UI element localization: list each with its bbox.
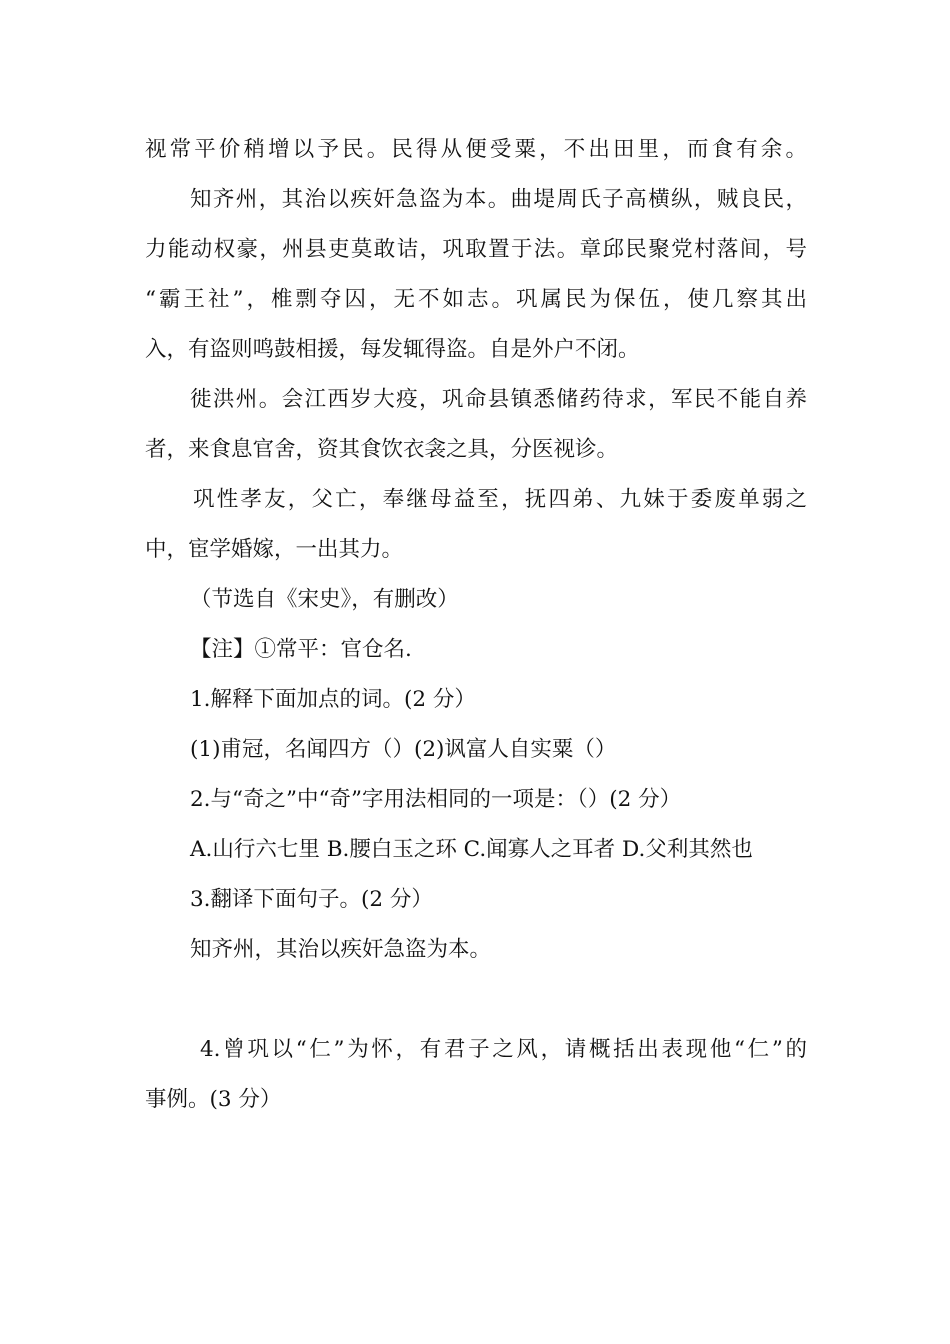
footnote: 【注】①常平：官仓名. xyxy=(190,637,412,662)
text-line: “霸王社”，椎剽夺囚，无不如志。巩属民为保伍，使几察其出 xyxy=(145,287,807,312)
question-4-continued: 事例。(3 分） xyxy=(145,1087,282,1112)
text-line: 者，来食息官舍，资其食饮衣衾之具，分医视诊。 xyxy=(145,437,619,462)
text-line: 中，宦学婚嫁，一出其力。 xyxy=(145,537,404,562)
question-1: 1.解释下面加点的词。(2 分） xyxy=(190,687,476,712)
source-citation: （节选自《宋史》，有删改） xyxy=(190,587,459,612)
question-2-options: A.山行六七里 B.腰白玉之环 C.闻寡人之耳者 D.父利其然也 xyxy=(190,837,753,862)
text-line: 入，有盗则鸣鼓相援，每发辄得盗。自是外户不闭。 xyxy=(145,337,640,362)
text-line: 视常平价稍增以予民。民得从便受粟，不出田里，而食有余。 xyxy=(145,137,807,162)
question-3: 3.翻译下面句子。(2 分） xyxy=(190,887,433,912)
question-2: 2.与“奇之”中“奇”字用法相同的一项是：（）(2 分） xyxy=(190,787,682,812)
text-line: 徙洪州。会江西岁大疫，巩命县镇悉储药待求，军民不能自养 xyxy=(190,387,807,412)
question-1-items: (1)甫冠，名闻四方（）(2)讽富人自实粟（） xyxy=(190,737,617,762)
text-line: 知齐州，其治以疾奸急盗为本。曲堤周氏子高横纵，贼良民， xyxy=(190,187,807,212)
question-4: 4.曾巩以“仁”为怀，有君子之风，请概括出表现他“仁”的 xyxy=(200,1037,807,1062)
question-3-sentence: 知齐州，其治以疾奸急盗为本。 xyxy=(190,937,492,962)
text-line: 力能动权豪，州县吏莫敢诘，巩取置于法。章邱民聚党村落间，号 xyxy=(145,237,807,262)
text-line: 巩性孝友，父亡，奉继母益至，抚四弟、九妹于委废单弱之 xyxy=(193,487,807,512)
